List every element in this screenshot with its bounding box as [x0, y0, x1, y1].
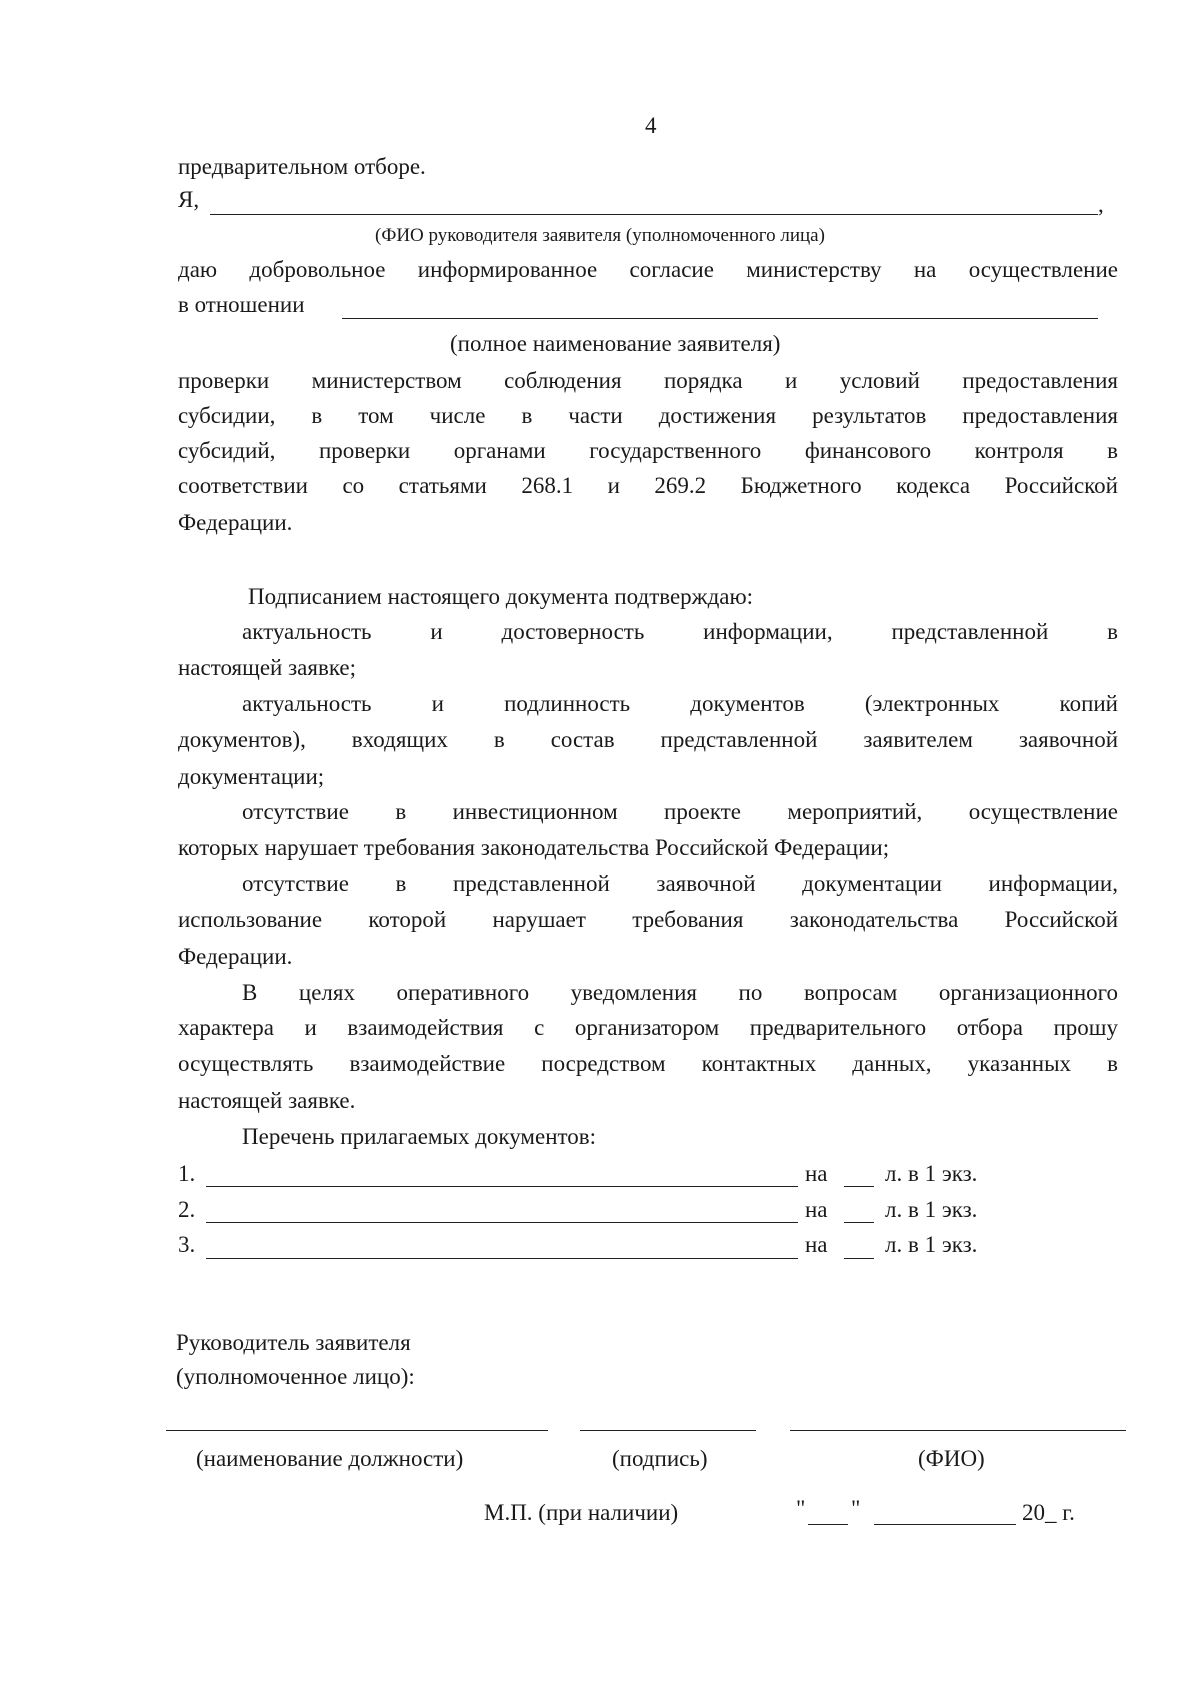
attachment-sheets-line — [844, 1186, 874, 1187]
attachment-sheets-line — [844, 1222, 874, 1223]
intro-pronoun: Я, — [178, 187, 200, 212]
attachments-heading: Перечень прилагаемых документов: — [242, 1124, 597, 1149]
confirm-item2-first: актуальность и подлинность документов (электронных копий — [242, 691, 1118, 716]
signer-title-line-2: (уполномоченное лицо): — [176, 1364, 415, 1389]
contact-line-3: осуществлять взаимодействие посредством контактных данных, указанных в — [178, 1051, 1118, 1076]
confirm-item3-last: которых нарушает требования законодательства Российской Федерации; — [178, 835, 890, 860]
attachment-na: на — [805, 1161, 828, 1186]
attachment-title-line — [206, 1222, 798, 1223]
consent-line-2: в отношении — [178, 292, 305, 317]
fio-comma: , — [1098, 192, 1104, 217]
date-day-line — [808, 1524, 848, 1525]
applicant-caption: (полное наименование заявителя) — [450, 331, 781, 356]
attachment-number: 1. — [178, 1161, 196, 1186]
attachment-tail: л. в 1 экз. — [885, 1232, 978, 1257]
para1-line-4: соответствии со статьями 268.1 и 269.2 Бюджетного кодекса Российской — [178, 473, 1118, 498]
contact-line-1: В целях оперативного уведомления по вопросам организационного — [242, 980, 1118, 1005]
date-quote-close: " — [851, 1496, 861, 1521]
contact-last-line: настоящей заявке. — [178, 1088, 356, 1113]
attachment-title-line — [206, 1186, 798, 1187]
date-month-line — [874, 1524, 1016, 1525]
page-number: 4 — [645, 113, 657, 138]
confirm-item1-first: актуальность и достоверность информации, представленной в — [242, 619, 1118, 644]
confirm-item2-last: документации; — [178, 764, 325, 789]
date-quote-open: " — [796, 1496, 806, 1521]
attachment-tail: л. в 1 экз. — [885, 1161, 978, 1186]
fio-caption: (ФИО руководителя заявителя (уполномоченного лица) — [375, 225, 825, 246]
para1-line-3: субсидий, проверки органами государственного финансового контроля в — [178, 438, 1118, 463]
confirm-item4-mid: использование которой нарушает требования законодательства Российской — [178, 907, 1118, 932]
attachment-number: 2. — [178, 1197, 196, 1222]
para1-last-line: Федерации. — [178, 510, 293, 535]
signer-title-line-1: Руководитель заявителя — [176, 1330, 411, 1355]
stamp-label: М.П. (при наличии) — [484, 1500, 679, 1525]
intro-tail-line: предварительном отборе. — [178, 154, 426, 179]
attachment-tail: л. в 1 экз. — [885, 1197, 978, 1222]
para1-line-2: субсидии, в том числе в части достижения результатов предоставления — [178, 403, 1118, 428]
attachment-na: на — [805, 1232, 828, 1257]
fio-signature-line — [790, 1430, 1126, 1431]
date-year: 20_ г. — [1022, 1500, 1075, 1525]
signature-caption: (подпись) — [612, 1446, 708, 1471]
position-signature-line — [166, 1430, 548, 1431]
confirm-item3-first: отсутствие в инвестиционном проекте мероприятий, осуществление — [242, 799, 1118, 824]
position-caption: (наименование должности) — [196, 1446, 464, 1471]
para1-line-1: проверки министерством соблюдения порядка и условий предоставления — [178, 368, 1118, 393]
fio-caption-bottom: (ФИО) — [918, 1446, 985, 1471]
confirm-item2-mid: документов), входящих в состав представленной заявителем заявочной — [178, 727, 1118, 752]
signature-line — [580, 1430, 756, 1431]
applicant-blank-line — [342, 318, 1098, 319]
attachment-number: 3. — [178, 1232, 196, 1257]
confirm-item1-last: настоящей заявке; — [178, 655, 357, 680]
confirm-heading: Подписанием настоящего документа подтверждаю: — [248, 584, 754, 609]
attachment-title-line — [206, 1258, 798, 1259]
confirm-item4-first: отсутствие в представленной заявочной документации информации, — [242, 871, 1118, 896]
confirm-item4-last: Федерации. — [178, 944, 293, 969]
attachment-na: на — [805, 1197, 828, 1222]
attachment-sheets-line — [844, 1258, 874, 1259]
fio-blank-line — [210, 214, 1098, 215]
consent-line-1: даю добровольное информированное согласие министерству на осуществление — [178, 257, 1118, 282]
contact-line-2: характера и взаимодействия с организатором предварительного отбора прошу — [178, 1015, 1118, 1040]
